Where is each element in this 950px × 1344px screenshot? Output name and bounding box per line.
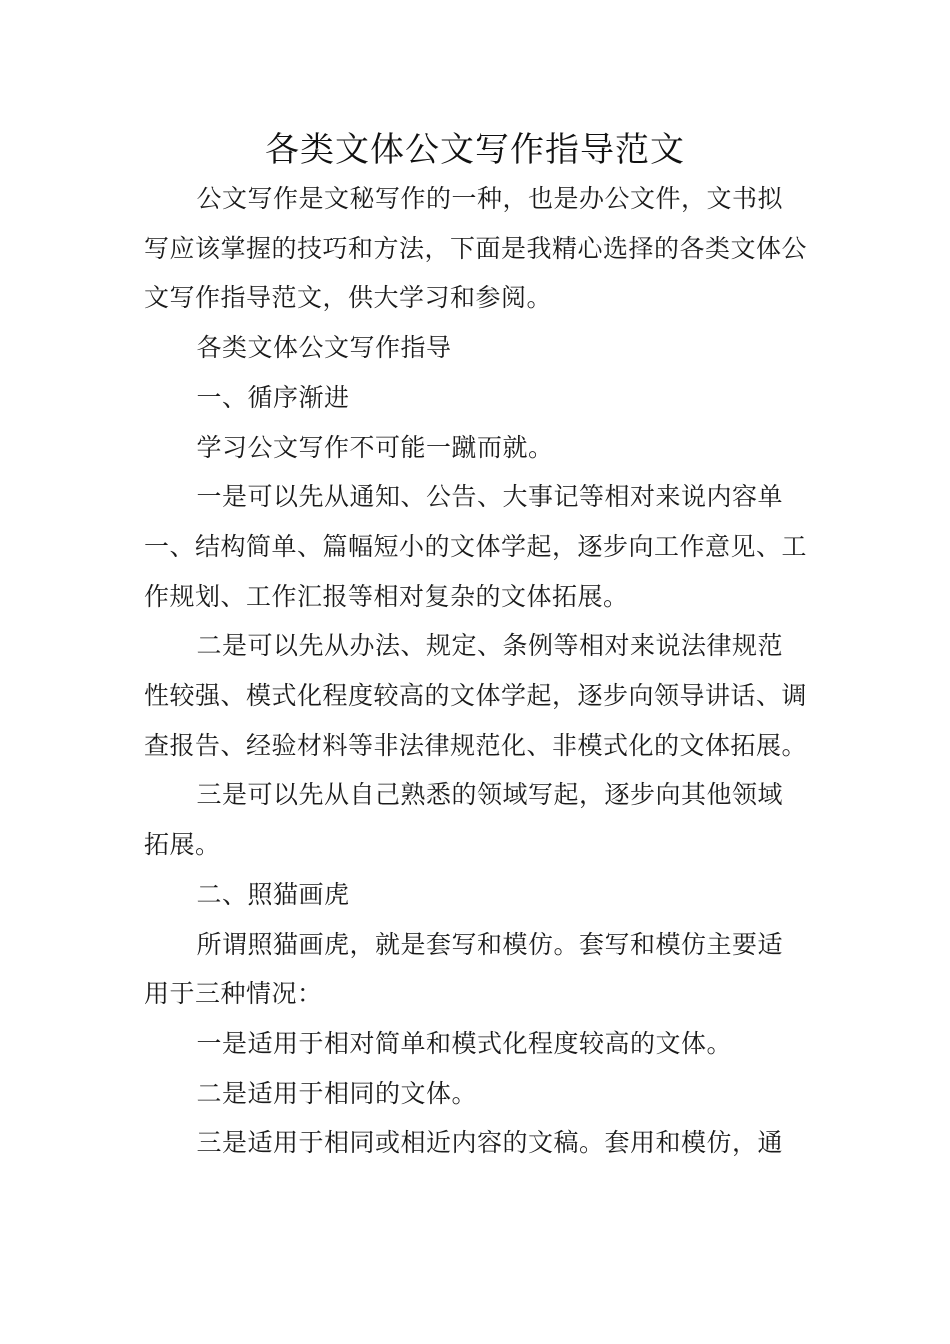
paragraph: 三是适用于相同或相近内容的文稿。套用和模仿，通 [196,1128,784,1158]
section-heading-1: 一、循序渐进 [196,382,350,412]
paragraph-subheading: 各类文体公文写作指导 [196,333,452,363]
document-title: 各类文体公文写作指导范文 [265,130,685,170]
paragraph: 二是适用于相同的文体。 [196,1078,478,1108]
paragraph: 所谓照猫画虎，就是套写和模仿。套写和模仿主要适用于三种情况： [144,929,784,1009]
section-heading-2: 二、照猫画虎 [196,879,350,909]
paragraph: 二是可以先从办法、规定、条例等相对来说法律规范性较强、模式化程度较高的文体学起，逐步向领导讲话、调查报告、经验材料等非法律规范化、非模式化的文体拓展。 [144,631,808,760]
paragraph: 一是适用于相对简单和模式化程度较高的文体。 [196,1028,733,1058]
paragraph: 一是可以先从通知、公告、大事记等相对来说内容单一、结构简单、篇幅短小的文体学起，逐步向工作意见、工作规划、工作汇报等相对复杂的文体拓展。 [144,482,808,611]
document-body [144,174,808,1168]
paragraph-intro: 公文写作是文秘写作的一种，也是办公文件，文书拟写应该掌握的技巧和方法，下面是我精心选择的各类文体公文写作指导范文，供大学习和参阅。 [144,184,808,313]
paragraph: 学习公文写作不可能一蹴而就。 [196,432,554,462]
paragraph: 三是可以先从自己熟悉的领域写起，逐步向其他领域拓展。 [144,780,784,860]
